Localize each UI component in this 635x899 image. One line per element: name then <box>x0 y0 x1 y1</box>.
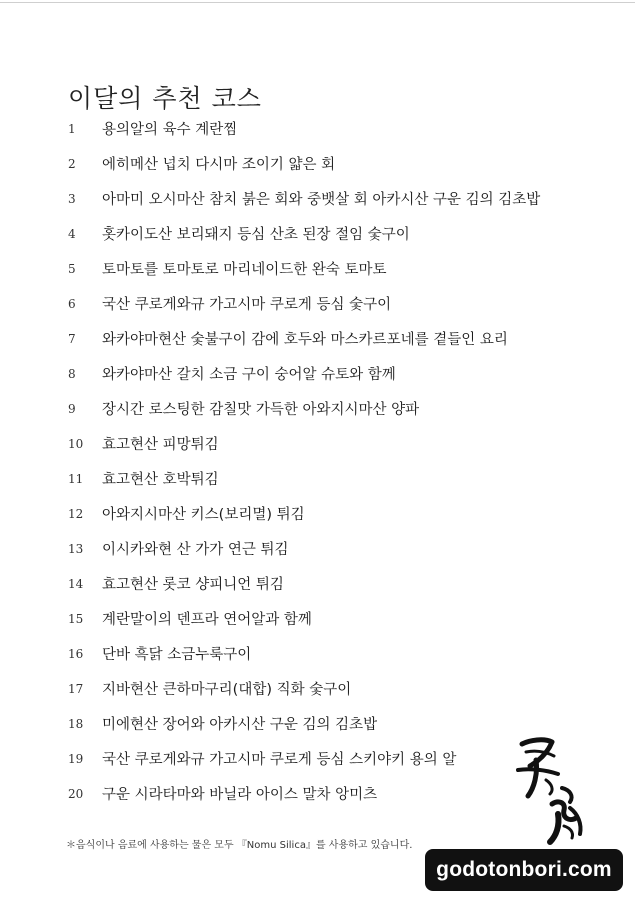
course-list <box>0 116 635 816</box>
calligraphy-signature-icon <box>500 730 600 850</box>
course-item <box>0 396 635 431</box>
course-item <box>0 361 635 396</box>
course-name: 아와지시마산 키스(보리멸) 튀김 <box>102 507 305 523</box>
course-item <box>0 536 635 571</box>
course-number: 1 <box>68 122 76 136</box>
course-name: 효고현산 피망튀김 <box>102 437 219 453</box>
course-item <box>0 256 635 291</box>
website-watermark: godotonbori.com <box>425 849 623 891</box>
course-number: 12 <box>68 507 84 521</box>
course-number: 3 <box>68 192 76 206</box>
course-name: 국산 쿠로게와규 가고시마 쿠로게 등심 스키야키 용의 알 <box>102 752 457 768</box>
course-item <box>0 641 635 676</box>
course-name: 효고현산 호박튀김 <box>102 472 219 488</box>
course-item <box>0 186 635 221</box>
course-number: 16 <box>68 647 84 661</box>
course-number: 17 <box>68 682 84 696</box>
course-item <box>0 606 635 641</box>
course-number: 18 <box>68 717 84 731</box>
course-number: 13 <box>68 542 84 556</box>
course-name: 구운 시라타마와 바닐라 아이스 말차 앙미츠 <box>102 787 378 803</box>
course-name: 효고현산 롯코 샹피니언 튀김 <box>102 577 284 593</box>
course-item <box>0 501 635 536</box>
course-number: 9 <box>68 402 76 416</box>
course-number: 7 <box>68 332 76 346</box>
course-name: 미에현산 장어와 아카시산 구운 김의 김초밥 <box>102 717 378 733</box>
course-number: 8 <box>68 367 76 381</box>
course-number: 5 <box>68 262 76 276</box>
course-name: 단바 흑닭 소금누룩구이 <box>102 647 252 663</box>
course-name: 계란말이의 덴프라 연어알과 함께 <box>102 612 312 628</box>
course-item <box>0 326 635 361</box>
footnote: ＊음식이나 음료에 사용하는 물은 모두 『Nomu Silica』를 사용하고 있습니다. <box>66 840 413 851</box>
page-title: 이달의 추천 코스 <box>68 83 262 113</box>
course-name: 이시카와현 산 가가 연근 튀김 <box>102 542 289 558</box>
course-number: 19 <box>68 752 84 766</box>
course-number: 20 <box>68 787 84 801</box>
course-name: 토마토를 토마토로 마리네이드한 완숙 토마토 <box>102 262 387 278</box>
course-item <box>0 291 635 326</box>
course-item <box>0 116 635 151</box>
course-name: 장시간 로스팅한 감칠맛 가득한 아와지시마산 양파 <box>102 402 420 418</box>
course-item <box>0 151 635 186</box>
course-name: 용의알의 육수 계란찜 <box>102 122 238 138</box>
course-number: 2 <box>68 157 76 171</box>
top-divider <box>0 2 635 3</box>
course-number: 10 <box>68 437 84 451</box>
course-number: 15 <box>68 612 84 626</box>
course-item <box>0 466 635 501</box>
course-name: 와카야마산 갈치 소금 구이 숭어알 슈토와 함께 <box>102 367 396 383</box>
course-item <box>0 571 635 606</box>
course-number: 14 <box>68 577 84 591</box>
course-number: 4 <box>68 227 76 241</box>
course-name: 아마미 오시마산 참치 붉은 회와 중뱃살 회 아카시산 구운 김의 김초밥 <box>102 192 541 208</box>
course-name: 지바현산 큰하마구리(대합) 직화 숯구이 <box>102 682 352 698</box>
course-item <box>0 221 635 256</box>
course-number: 6 <box>68 297 76 311</box>
course-name: 에히메산 넙치 다시마 조이기 얇은 회 <box>102 157 336 173</box>
course-name: 국산 쿠로게와규 가고시마 쿠로게 등심 숯구이 <box>102 297 392 313</box>
course-item <box>0 676 635 711</box>
course-name: 홋카이도산 보리돼지 등심 산초 된장 절임 숯구이 <box>102 227 410 243</box>
course-name: 와카야마현산 숯불구이 감에 호두와 마스카르포네를 곁들인 요리 <box>102 332 508 348</box>
course-item <box>0 431 635 466</box>
course-number: 11 <box>68 472 84 486</box>
